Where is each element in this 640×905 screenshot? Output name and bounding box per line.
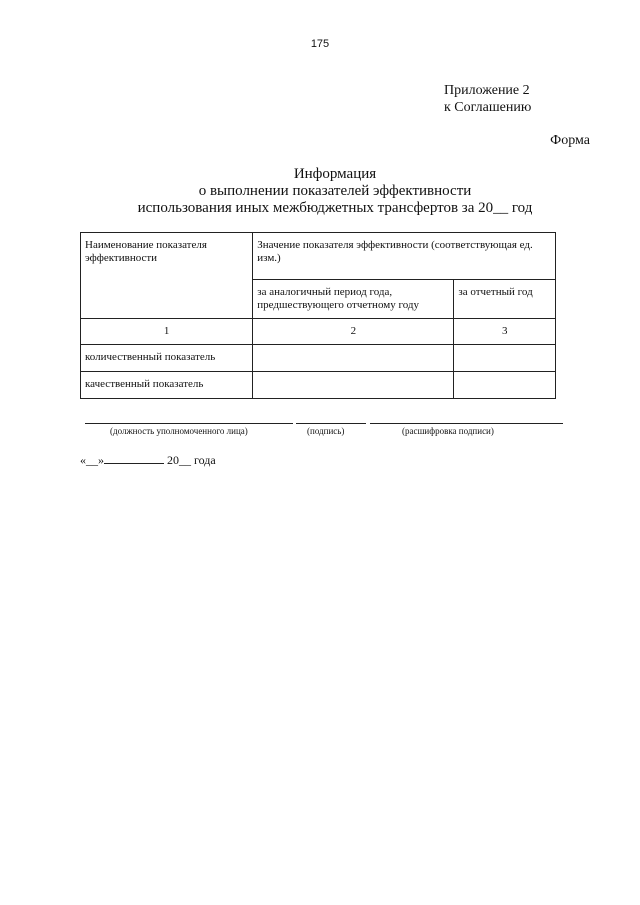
title-line-1: Информация (293, 166, 377, 182)
decode-caption: (расшифровка подписи) (402, 426, 494, 436)
date-open-quote: « (80, 453, 86, 467)
row-label: качественный показатель (81, 372, 253, 399)
date-close-quote: » (98, 453, 104, 467)
row-current-value[interactable] (454, 345, 556, 372)
header-indicator-name: Наименование показателя эффективности (81, 233, 253, 319)
signature-caption: (подпись) (307, 426, 345, 436)
header-indicator-value: Значение показателя эффективности (соответствующая ед. изм.) (253, 233, 556, 280)
appendix-block (444, 82, 531, 116)
date-year-prefix: 20 (167, 453, 179, 467)
date-year-blank[interactable]: __ (179, 453, 191, 467)
document-title (80, 166, 590, 217)
subheader-prev-period: за аналогичный период года, предшествующего отчетному году (253, 280, 454, 319)
position-line[interactable] (85, 423, 293, 424)
signature-line[interactable] (296, 423, 366, 424)
column-number-2: 2 (253, 319, 454, 345)
date-suffix: года (194, 453, 216, 467)
position-caption: (должность уполномоченного лица) (110, 426, 248, 436)
column-number-1: 1 (81, 319, 253, 345)
title-line-2: о выполнении показателей эффективности (198, 183, 472, 199)
column-number-3: 3 (454, 319, 556, 345)
appendix-line-2: к Соглашению (444, 100, 532, 115)
form-label: Форма (550, 133, 590, 148)
table-header-row (81, 233, 556, 280)
appendix-line-1: Приложение 2 (444, 83, 530, 98)
page-number: 175 (310, 38, 330, 50)
decode-line[interactable] (370, 423, 563, 424)
table-row (81, 372, 556, 399)
date-line (80, 453, 216, 468)
subheader-report-year: за отчетный год (454, 280, 556, 319)
signature-block (85, 418, 565, 438)
date-day-blank[interactable]: __ (86, 453, 98, 467)
column-number-row (81, 319, 556, 345)
row-label: количественный показатель (81, 345, 253, 372)
title-line-3: использования иных межбюджетных трансфертов за 20__ год (137, 200, 533, 216)
row-prev-value[interactable] (253, 372, 454, 399)
date-month-blank[interactable] (104, 453, 164, 464)
row-current-value[interactable] (454, 372, 556, 399)
indicators-table (80, 232, 556, 399)
row-prev-value[interactable] (253, 345, 454, 372)
table-row (81, 345, 556, 372)
